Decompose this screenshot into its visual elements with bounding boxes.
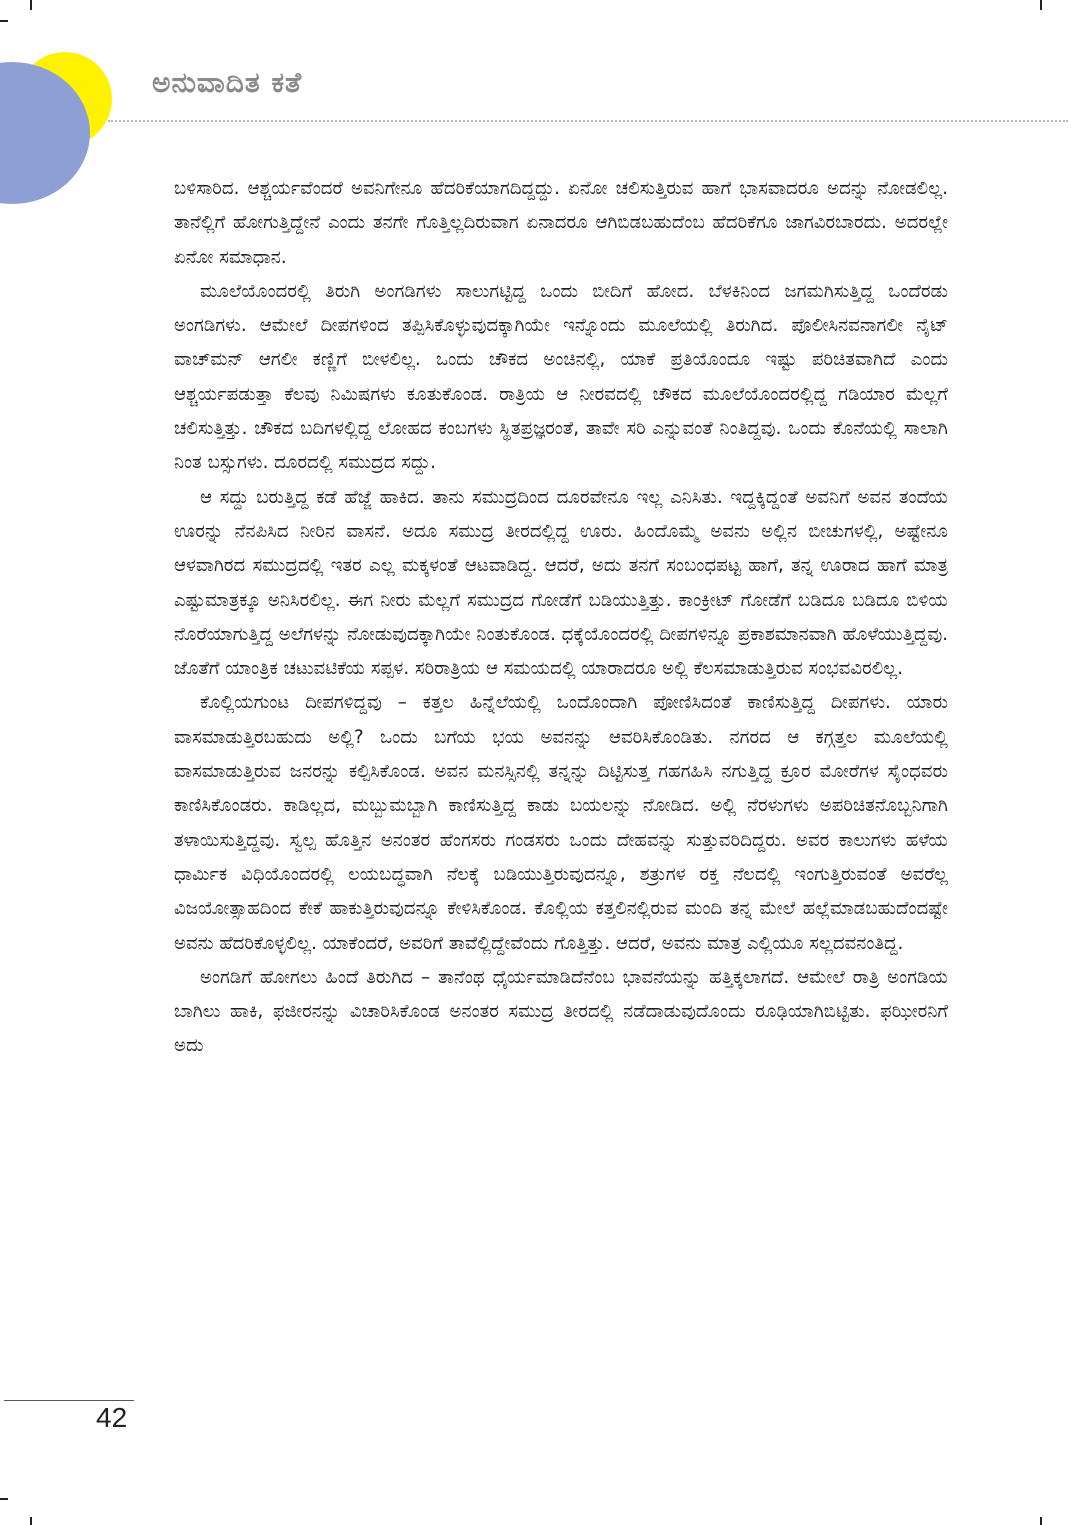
story-body xyxy=(174,172,948,1064)
crop-mark-left-upper xyxy=(0,20,8,22)
paragraph-5: ಅಂಗಡಿಗೆ ಹೋಗಲು ಹಿಂದೆ ತಿರುಗಿದ – ತಾನೆಂಥ ಧೈರ್ಯಮಾಡಿದೆನೆಂಬ ಭಾವನೆಯನ್ನು ಹತ್ತಿಕ್ಕಲಾಗದೆ. ಆಮೇಲೆ ರಾತ್ರಿ ಅಂಗಡಿಯ ಬಾಗಿಲು ಹಾಕಿ, ಫಜೀರನನ್ನು ವಿಚಾರಿಸಿಕೊಂಡ ಅನಂತರ ಸಮುದ್ರ ತೀರದಲ್ಲಿ ನಡೆದಾಡುವುದೊಂದು ರೂಢಿಯಾಗಿಬಿಟ್ಟಿತು. ಫಝೀರನಿಗೆ ಅದು xyxy=(174,966,948,1057)
paragraph-4: ಕೊಲ್ಲಿಯಗುಂಟ ದೀಪಗಳಿದ್ದವು – ಕತ್ತಲ ಹಿನ್ನೆಲೆಯಲ್ಲಿ ಒಂದೊಂದಾಗಿ ಪೋಣಿಸಿದಂತೆ ಕಾಣಿಸುತ್ತಿದ್ದ ದೀಪಗಳು. ಯಾರು ವಾಸಮಾಡುತ್ತಿರಬಹುದು ಅಲ್ಲಿ? ಒಂದು ಬಗೆಯ ಭಯ ಅವನನ್ನು ಆವರಿಸಿಕೊಂಡಿತು. ನಗರದ ಆ ಕಗ್ಗತ್ತಲ ಮೂಲೆಯಲ್ಲಿ ವಾಸಮಾಡುತ್ತಿರುವ ಜನರನ್ನು ಕಲ್ಪಿಸಿಕೊಂಡ. ಅವನ ಮನಸ್ಸಿನಲ್ಲಿ ತನ್ನನ್ನು ದಿಟ್ಟಿಸುತ್ತ ಗಹಗಹಿಸಿ ನಗುತ್ತಿದ್ದ ಕ್ರೂರ ಮೋರೆಗಳ ಸೈಂಧವರು ಕಾಣಿಸಿಕೊಂಡರು. ಕಾಡಿಲ್ಲದ, ಮಬ್ಬುಮಬ್ಬಾಗಿ ಕಾಣಿಸುತ್ತಿದ್ದ ಕಾಡು ಬಯಲನ್ನು ನೋಡಿದ. ಅಲ್ಲಿ ನೆರಳುಗಳು ಅಪರಿಚಿತನೊಬ್ಬನಿಗಾಗಿ ತಳಾಯಿಸುತ್ತಿದ್ದವು. ಸ್ವಲ್ಪ ಹೊತ್ತಿನ ಅನಂತರ ಹೆಂಗಸರು ಗಂಡಸರು ಒಂದು ದೇಹವನ್ನು ಸುತ್ತುವರಿದಿದ್ದರು. ಅವರ ಕಾಲುಗಳು ಹಳೆಯ ಧಾರ್ಮಿಕ ವಿಧಿಯೊಂದರಲ್ಲಿ ಲಯಬದ್ಧವಾಗಿ ನೆಲಕ್ಕೆ ಬಡಿಯುತ್ತಿರುವುದನ್ನೂ, ಶತ್ರುಗಳ ರಕ್ತ ನೆಲದಲ್ಲಿ ಇಂಗುತ್ತಿರುವಂತೆ ಅವರೆಲ್ಲ ವಿಜಯೋತ್ಸಾಹದಿಂದ ಕೇಕೆ ಹಾಕುತ್ತಿರುವುದನ್ನೂ ಕೇಳಿಸಿಕೊಂಡ. ಕೊಲ್ಲಿಯ ಕತ್ತಲಿನಲ್ಲಿರುವ ಮಂದಿ ತನ್ನ ಮೇಲೆ ಹಲ್ಲೆಮಾಡಬಹುದೆಂದಷ್ಟೇ ಅವನು ಹೆದರಿಕೊಳ್ಳಲಿಲ್ಲ. ಯಾಕೆಂದರೆ, ಅವರಿಗೆ ತಾವೆಲ್ಲಿದ್ದೇವೆಂದು ಗೊತ್ತಿತ್ತು. ಆದರೆ, ಅವನು ಮಾತ್ರ ಎಲ್ಲಿಯೂ ಸಲ್ಲದವನಂತಿದ್ದ. xyxy=(174,692,948,954)
section-title: ಅನುವಾದಿತ ಕತೆ xyxy=(152,66,303,99)
paragraph-3: ಆ ಸದ್ದು ಬರುತ್ತಿದ್ದ ಕಡೆ ಹೆಜ್ಜೆ ಹಾಕಿದ. ತಾನು ಸಮುದ್ರದಿಂದ ದೂರವೇನೂ ಇಲ್ಲ ಎನಿಸಿತು. ಇದ್ದಕ್ಕಿದ್ದಂತೆ ಅವನಿಗೆ ಅವನ ತಂದೆಯ ಊರನ್ನು ನೆನಪಿಸಿದ ನೀರಿನ ವಾಸನೆ. ಅದೂ ಸಮುದ್ರ ತೀರದಲ್ಲಿದ್ದ ಊರು. ಹಿಂದೊಮ್ಮೆ ಅವನು ಅಲ್ಲಿನ ಬೀಚುಗಳಲ್ಲಿ, ಅಷ್ಟೇನೂ ಆಳವಾಗಿರದ ಸಮುದ್ರದಲ್ಲಿ ಇತರ ಎಲ್ಲ ಮಕ್ಕಳಂತೆ ಆಟವಾಡಿದ್ದ. ಆದರೆ, ಅದು ತನಗೆ ಸಂಬಂಧಪಟ್ಟ ಹಾಗೆ, ತನ್ನ ಊರಾದ ಹಾಗೆ ಮಾತ್ರ ಎಷ್ಟುಮಾತ್ರಕ್ಕೂ ಅನಿಸಿರಲಿಲ್ಲ. ಈಗ ನೀರು ಮೆಲ್ಲಗೆ ಸಮುದ್ರದ ಗೋಡೆಗೆ ಬಡಿಯುತ್ತಿತ್ತು. ಕಾಂಕ್ರೀಟ್ ಗೋಡೆಗೆ ಬಡಿದೂ ಬಡಿದೂ ಬಿಳಿಯ ನೊರೆಯಾಗುತ್ತಿದ್ದ ಅಲೆಗಳನ್ನು ನೋಡುವುದಕ್ಕಾಗಿಯೇ ನಿಂತುಕೊಂಡ. ಧಕ್ಕೆಯೊಂದರಲ್ಲಿ ದೀಪಗಳಿನ್ನೂ ಪ್ರಕಾಶಮಾನವಾಗಿ ಹೊಳೆಯುತ್ತಿದ್ದವು. ಜೊತೆಗೆ ಯಾಂತ್ರಿಕ ಚಟುವಟಿಕೆಯ ಸಪ್ಪಳ. ಸರಿರಾತ್ರಿಯ ಆ ಸಮಯದಲ್ಲಿ ಯಾರಾದರೂ ಅಲ್ಲಿ ಕೆಲಸಮಾಡುತ್ತಿರುವ ಸಂಭವವಿರಲಿಲ್ಲ. xyxy=(174,486,948,680)
crop-mark-left-lower xyxy=(0,1498,8,1500)
crop-mark-top-right xyxy=(1040,0,1042,10)
crop-mark-bottom-right xyxy=(1040,1517,1042,1525)
header-dotted-rule xyxy=(108,120,1068,122)
page-number: 42 xyxy=(96,1402,128,1433)
footer-rule xyxy=(4,1400,134,1401)
paragraph-2: ಮೂಲೆಯೊಂದರಲ್ಲಿ ತಿರುಗಿ ಅಂಗಡಿಗಳು ಸಾಲುಗಟ್ಟಿದ್ದ ಒಂದು ಬೀದಿಗೆ ಹೋದ. ಬೆಳಕಿನಿಂದ ಜಗಮಗಿಸುತ್ತಿದ್ದ ಒಂದೆರಡು ಅಂಗಡಿಗಳು. ಆಮೇಲೆ ದೀಪಗಳಿಂದ ತಪ್ಪಿಸಿಕೊಳ್ಳುವುದಕ್ಕಾಗಿಯೇ ಇನ್ನೊಂದು ಮೂಲೆಯಲ್ಲಿ ತಿರುಗಿದ. ಪೊಲೀಸಿನವನಾಗಲೀ ನೈಟ್ ವಾಚ್‌ಮನ್ ಆಗಲೀ ಕಣ್ಣಿಗೆ ಬೀಳಲಿಲ್ಲ. ಒಂದು ಚೌಕದ ಅಂಚಿನಲ್ಲಿ, ಯಾಕೆ ಪ್ರತಿಯೊಂದೂ ಇಷ್ಟು ಪರಿಚಿತವಾಗಿದೆ ಎಂದು ಆಶ್ಚರ್ಯಪಡುತ್ತಾ ಕೆಲವು ನಿಮಿಷಗಳು ಕೂತುಕೊಂಡ. ರಾತ್ರಿಯ ಆ ನೀರವದಲ್ಲಿ ಚೌಕದ ಮೂಲೆಯೊಂದರಲ್ಲಿದ್ದ ಗಡಿಯಾರ ಮೆಲ್ಲಗೆ ಚಲಿಸುತ್ತಿತ್ತು. ಚೌಕದ ಬದಿಗಳಲ್ಲಿದ್ದ ಲೋಹದ ಕಂಬಗಳು ಸ್ಥಿತಪ್ರಜ್ಞರಂತೆ, ತಾವೇ ಸರಿ ಎನ್ನುವಂತೆ ನಿಂತಿದ್ದವು. ಒಂದು ಕೊನೆಯಲ್ಲಿ ಸಾಲಾಗಿ ನಿಂತ ಬಸ್ಸುಗಳು. ದೂರದಲ್ಲಿ ಸಮುದ್ರದ ಸದ್ದು. xyxy=(174,280,948,474)
paragraph-1: ಬಳಿಸಾರಿದ. ಆಶ್ಚರ್ಯವೆಂದರೆ ಅವನಿಗೇನೂ ಹೆದರಿಕೆಯಾಗದಿದ್ದದ್ದು. ಏನೋ ಚಲಿಸುತ್ತಿರುವ ಹಾಗೆ ಭಾಸವಾದರೂ ಅದನ್ನು ನೋಡಲಿಲ್ಲ. ತಾನೆಲ್ಲಿಗೆ ಹೋಗುತ್ತಿದ್ದೇನೆ ಎಂದು ತನಗೇ ಗೊತ್ತಿಲ್ಲದಿರುವಾಗ ಏನಾದರೂ ಆಗಿಬಿಡಬಹುದೆಂಬ ಹೆದರಿಕೆಗೂ ಜಾಗವಿರಬಾರದು. ಅದರಲ್ಲೇ ಏನೋ ಸಮಾಧಾನ. xyxy=(174,178,948,268)
crop-mark-top-left xyxy=(30,0,32,10)
crop-mark-bottom-left xyxy=(30,1517,32,1525)
